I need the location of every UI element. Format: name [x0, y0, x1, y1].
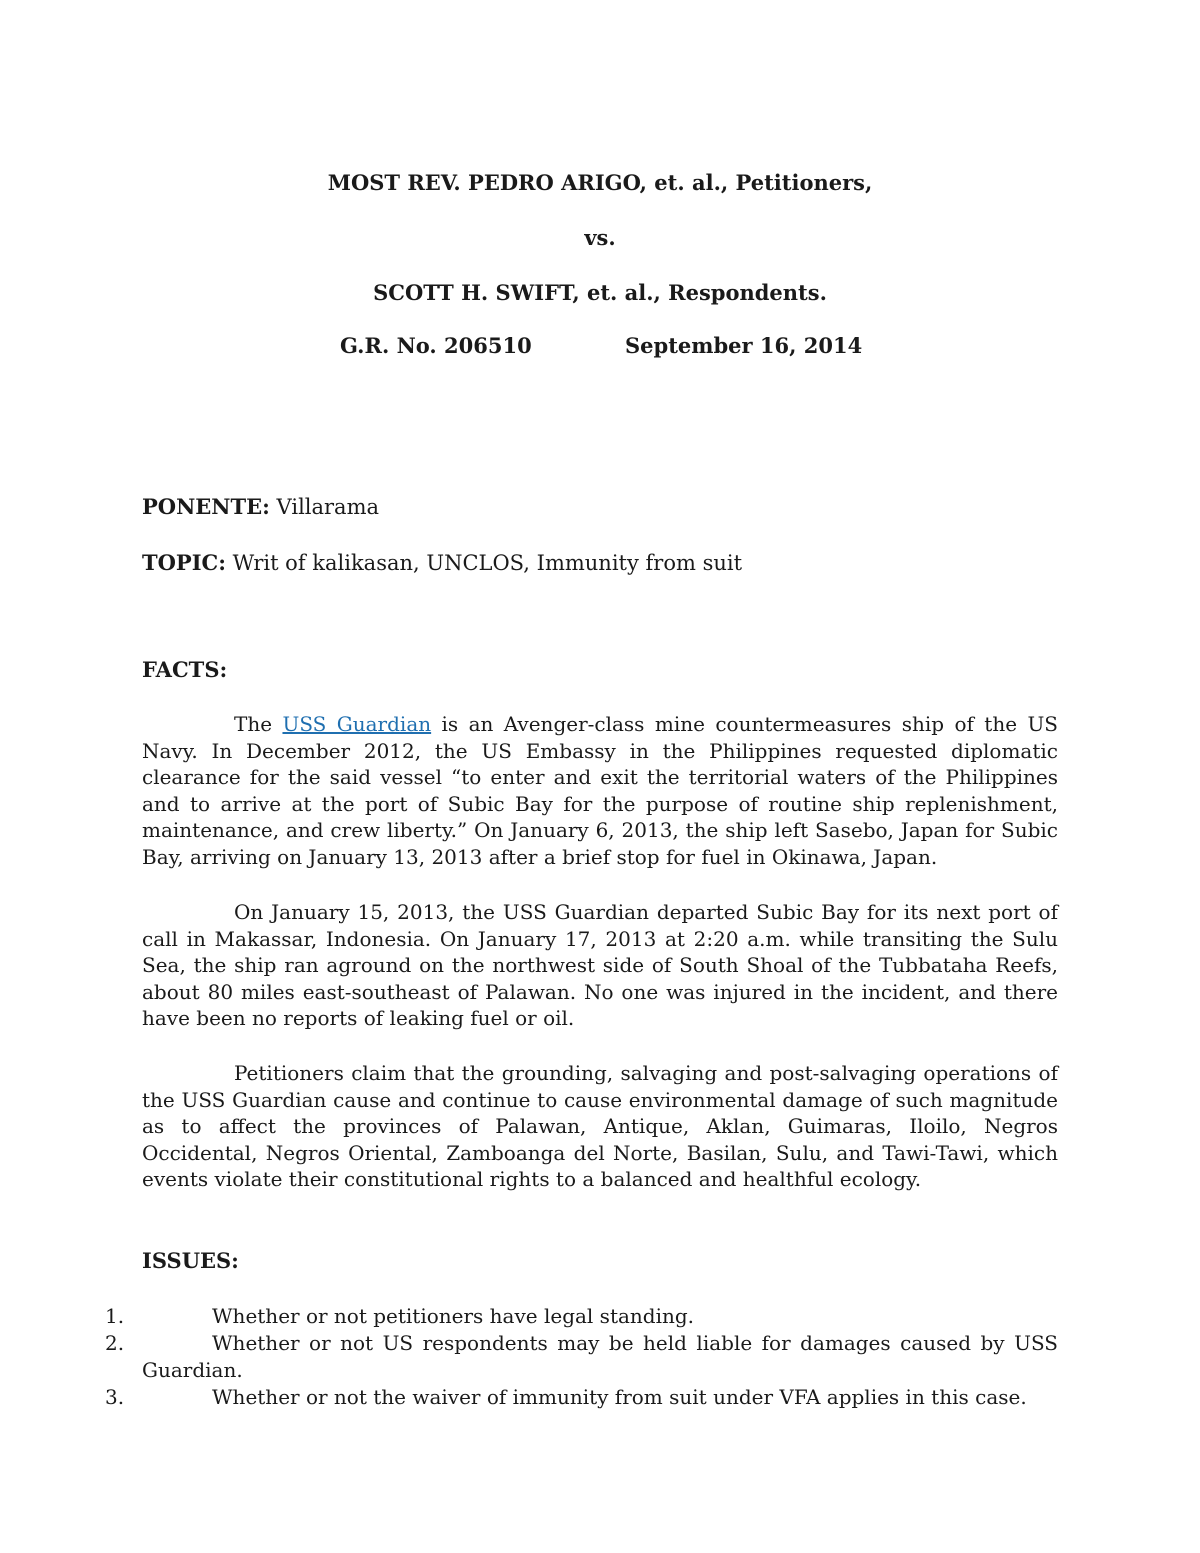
- issue-number: 2.: [105, 1331, 125, 1355]
- facts-paragraph-2: On January 15, 2013, the USS Guardian departed Subic Bay for its next port of call in Makassar, Indonesia. On January 17, 2013 at 2:20 a.m. while transiting the Sulu Sea, the ship ran aground on the northwest side of South Shoal of the Tubbataha Reefs, about 80 miles east-southeast of Palawan. No one was injured in the incident, and there have been no reports of leaking fuel or oil.: [142, 900, 1058, 1031]
- gr-number: G.R. No. 206510: [340, 333, 532, 358]
- topic-label: TOPIC:: [142, 550, 226, 575]
- decision-date: September 16, 2014: [625, 333, 863, 358]
- versus-caption: vs.: [584, 225, 616, 250]
- issue-item: [105, 1303, 1058, 1330]
- respondents-caption: SCOTT H. SWIFT, et. al., Respondents.: [373, 280, 827, 305]
- issue-number: 3.: [105, 1385, 125, 1409]
- facts-heading: FACTS:: [142, 657, 228, 682]
- issue-item: [105, 1384, 1058, 1411]
- facts-paragraph-3: Petitioners claim that the grounding, salvaging and post-salvaging operations of the USS Guardian cause and continue to cause environmental damage of such magnitude as to affect the provinces of Palawan, Antique, Aklan, Guimaras, Iloilo, Negros Occidental, Negros Oriental, Zamboanga del Norte, Basilan, Sulu, and Tawi-Tawi, which events violate their constitutional rights to a balanced and healthful ecology.: [142, 1061, 1058, 1192]
- ponente-value: Villarama: [269, 495, 380, 519]
- ponente-label: PONENTE:: [142, 494, 270, 519]
- topic-value: Writ of kalikasan, UNCLOS, Immunity from suit: [226, 551, 743, 575]
- issue-text: Whether or not petitioners have legal standing.: [212, 1304, 695, 1328]
- issues-heading: ISSUES:: [142, 1248, 239, 1273]
- topic-line: [142, 550, 742, 576]
- issue-text: Whether or not US respondents may be held liable for damages caused by USS Guardian.: [142, 1331, 1058, 1382]
- issue-number: 1.: [105, 1304, 125, 1328]
- facts-p1-after: is an Avenger-class mine countermeasures ship of the US Navy. In December 2012, the US Embassy in the Philippines requested diplomatic clearance for the said vessel “to enter and exit the territorial waters of the Philippines and to arrive at the port of Subic Bay for the purpose of routine ship replenishment, maintenance, and crew liberty.” On January 6, 2013, the ship left Sasebo, Japan for Subic Bay, arriving on January 13, 2013 after a brief stop for fuel in Okinawa, Japan.: [142, 712, 1058, 869]
- issue-item: [105, 1330, 1058, 1383]
- facts-paragraph-1: [142, 711, 1058, 871]
- petitioners-caption: MOST REV. PEDRO ARIGO, et. al., Petitioners,: [327, 170, 873, 195]
- issue-text: Whether or not the waiver of immunity from suit under VFA applies in this case.: [212, 1385, 1027, 1409]
- uss-guardian-link[interactable]: USS Guardian: [282, 712, 432, 736]
- ponente-line: [142, 494, 379, 520]
- facts-p1-before: The: [234, 712, 283, 736]
